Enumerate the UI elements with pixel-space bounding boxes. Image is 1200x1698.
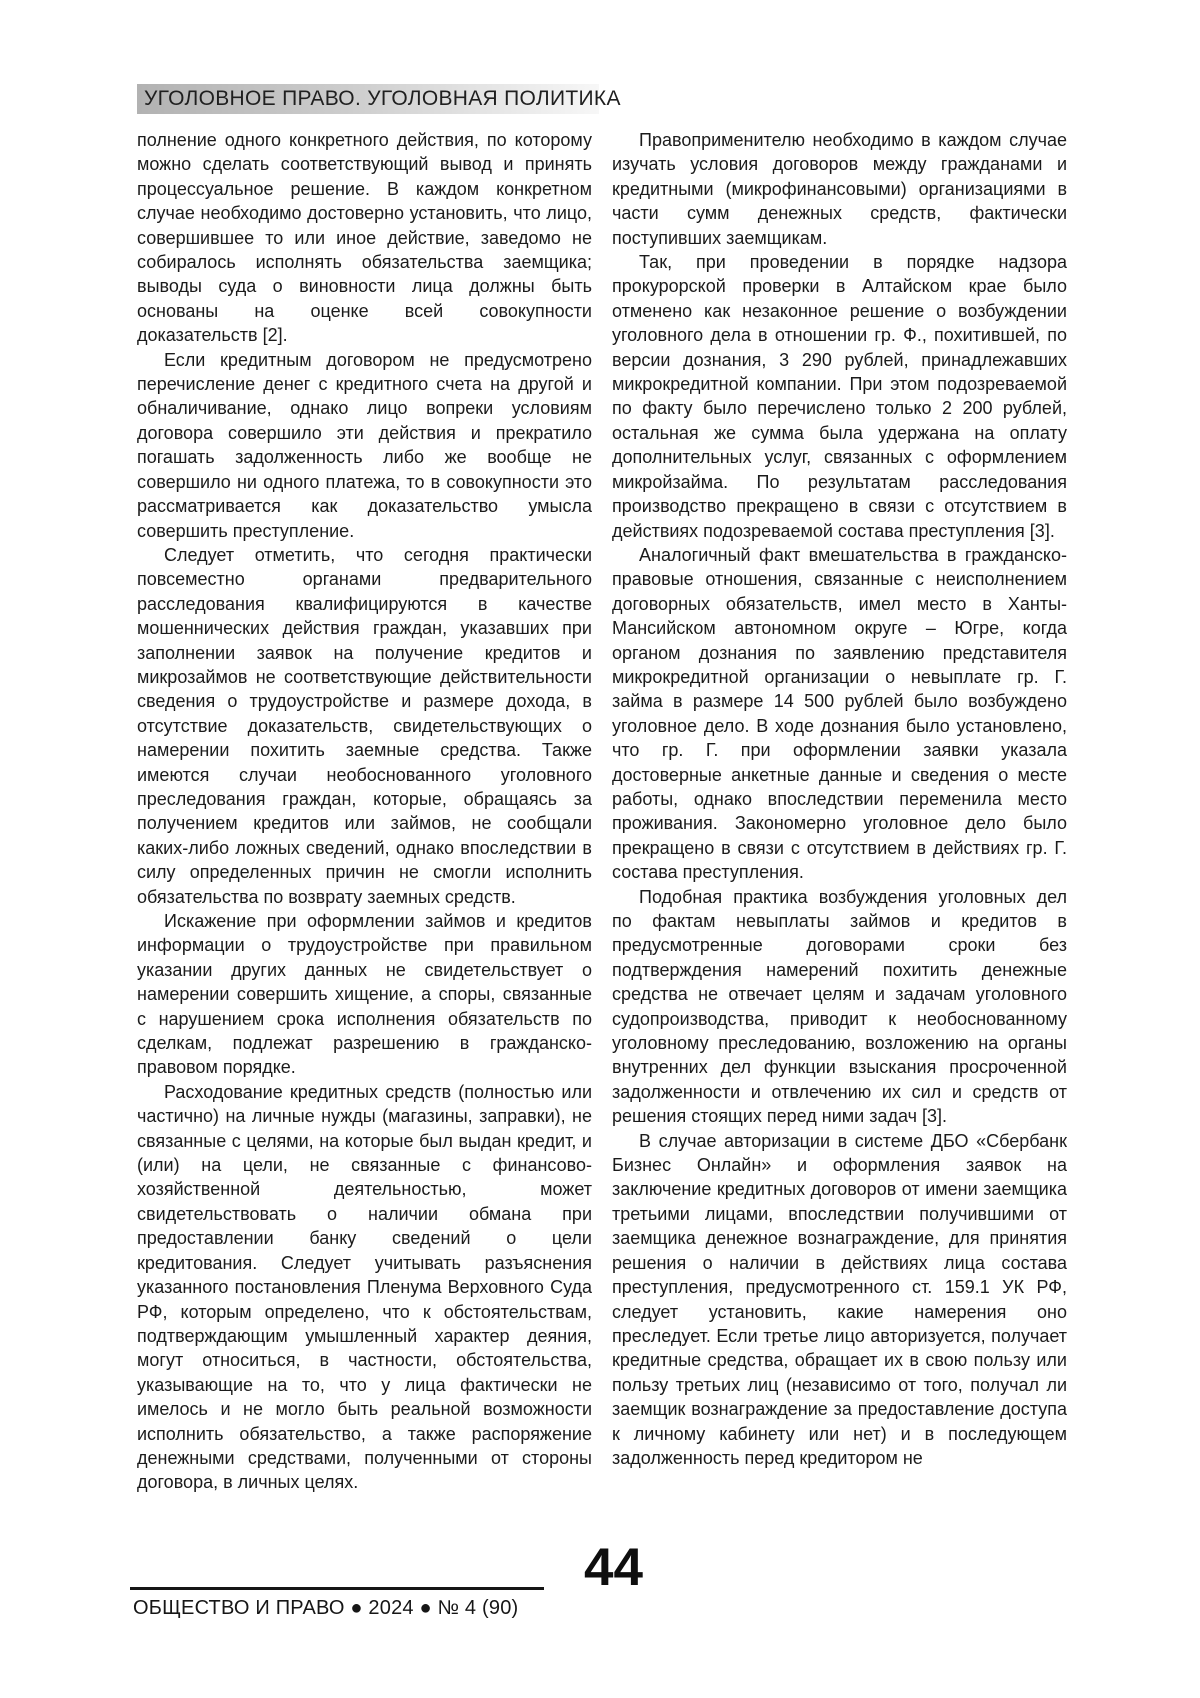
- paragraph: Аналогичный факт вмешательства в гражданско-правовые отношения, связанные с неисполнением договорных обязательств, имел место в Ханты-Мансийском автономном округе – Югре, когда органом дознания по заявлению представителя микрокредитной организации о невыплате гр. Г. займа в размере 14 500 рублей было возбуждено уголовное дело. В ходе дознания было установлено, что гр. Г. при оформлении заявки указала достоверные анкетные данные и сведения о месте работы, однако впоследствии переменила место проживания. Закономерно уголовное дело было прекращено в связи с отсутствием в действиях гр. Г. состава преступления.: [612, 544, 1067, 883]
- paragraph: В случае авторизации в системе ДБО «Сбербанк Бизнес Онлайн» и оформления заявок на заключение кредитных договоров от имени заемщика третьими лицами, впоследствии получившими от заемщика денежное вознаграждение, для принятия решения о наличии в действиях лица состава преступления, предусмотренного ст. 159.1 УК РФ, следует установить, какие намерения оно преследует. Если третье лицо авторизуется, получает кредитные средства, обращает их в свою пользу или пользу третьих лиц (независимо от того, получал ли заемщик вознаграждение за предоставление доступа к личному кабинету или нет) и в последующем задолженность перед кредитором не: [612, 1130, 1067, 1468]
- paragraph: Так, при проведении в порядке надзора прокурорской проверки в Алтайском крае было отменено как незаконное решение о возбуждении уголовного дела в отношении гр. Ф., похитившей, по версии дознания, 3 290 рублей, принадлежавших микрокредитной компании. При этом подозреваемой по факту было перечислено только 2 200 рублей, остальная же сумма была удержана на оплату дополнительных услуг, связанных с оформлением микройзайма. По результатам расследования производство прекращено в связи с отсутствием в действиях подозреваемой состава преступления [3].: [612, 252, 1067, 541]
- paragraph: Следует отметить, что сегодня практически повсеместно органами предварительного расследования квалифицируются в качестве мошеннических действия граждан, указавших при заполнении заявок на получение кредитов и микрозаймов не соответствующие действительности сведения о трудоустройстве и размере дохода, в отсутствие доказательств, свидетельствующих о намерении похитить заемные средства. Также имеются случаи необоснованного уголовного преследования граждан, которые, обращаясь за получением кредитов или займов, не сообщали каких-либо ложных сведений, однако впоследствии в силу определенных причин не смогли исполнить обязательства по возврату заемных средств.: [137, 544, 592, 907]
- section-header-title: УГОЛОВНОЕ ПРАВО. УГОЛОВНАЯ ПОЛИТИКА: [144, 87, 621, 110]
- paragraph: Если кредитным договором не предусмотрено перечисление денег с кредитного счета на другой и обналичивание, однако лицо вопреки условиям договора совершило эти действия и прекратило погашать задолженность либо же вообще не совершило ни одного платежа, то в совокупности это рассматривается как доказательство умысла совершить преступление.: [137, 349, 592, 541]
- paragraph: Правоприменителю необходимо в каждом случае изучать условия договоров между гражданами и кредитными (микрофинансовыми) организациями в части сумм денежных средств, фактически поступивших заемщикам.: [612, 130, 1067, 248]
- paragraph: Расходование кредитных средств (полностью или частично) на личные нужды (магазины, заправки), не связанные с целями, на которые был выдан кредит, и (или) на цели, не связанные с финансово-хозяйственной деятельностью, может свидетельствовать о наличии обмана при предоставлении банку сведений о цели кредитования. Следует учитывать разъяснения указанного постановления Пленума Верховного Суда РФ, которым определено, что к обстоятельствам, подтверждающим умышленный характер деяния, могут относиться, в частности, обстоятельства, указывающие на то, что у лица фактически не имелось и не могло быть реальной возможности исполнить обязательство, а также распоряжение денежными средствами, полученными от стороны договора, в личных целях.: [137, 1081, 592, 1493]
- paragraph: Искажение при оформлении займов и кредитов информации о трудоустройстве при правильном указании других данных не свидетельствует о намерении совершить хищение, а споры, связанные с нарушением срока исполнения обязательств по сделкам, подлежат разрешению в гражданско-правовом порядке.: [137, 911, 592, 1078]
- text-column-right: [612, 128, 1067, 1470]
- footer-journal-info: ОБЩЕСТВО И ПРАВО ● 2024 ● № 4 (90): [133, 1597, 519, 1619]
- footer-rule: [130, 1587, 544, 1590]
- page-number: 44: [584, 1538, 643, 1597]
- section-header-bar: [137, 84, 621, 114]
- paragraph: полнение одного конкретного действия, по которому можно сделать соответствующий вывод и принять процессуальное решение. В каждом конкретном случае необходимо достоверно установить, что лицо, совершившее то или иное действие, заведомо не собиралось исполнять обязательства заемщика; выводы суда о виновности лица должны быть основаны на оценке всей совокупности доказательств [2].: [137, 130, 592, 346]
- text-column-left: [137, 128, 592, 1495]
- paragraph: Подобная практика возбуждения уголовных дел по фактам невыплаты займов и кредитов в предусмотренные договорами сроки без подтверждения намерений похитить денежные средства не отвечает целям и задачам уголовного судопроизводства, приводит к необоснованному уголовному преследованию, возложению на органы внутренних дел функции взыскания просроченной задолженности и отвлечению их сил и средств от решения стоящих перед ними задач [3].: [612, 886, 1067, 1127]
